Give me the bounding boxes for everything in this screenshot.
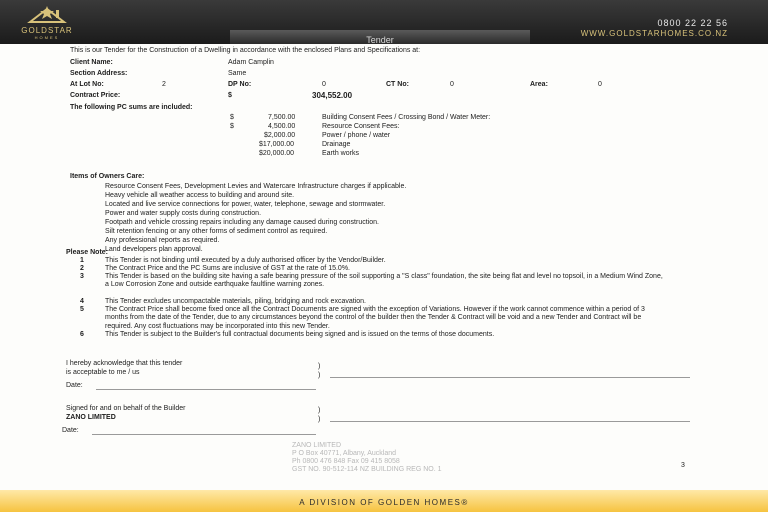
paren-mark: ) xyxy=(318,416,321,423)
website-url: WWW.GOLDSTARHOMES.CO.NZ xyxy=(580,29,728,38)
stamp-line: GST NO. 90-512-114 NZ BUILDING REG NO. 1 xyxy=(292,466,442,473)
pc-sum-amount: $17,000.00 xyxy=(259,141,295,148)
note-text: This Tender excludes uncompactable materials, piling, bridging and rock excavation. xyxy=(105,298,366,305)
section-label: Section Address: xyxy=(70,70,128,77)
area-value: 0 xyxy=(598,81,602,88)
lot-value: 2 xyxy=(162,81,166,88)
area-label: Area: xyxy=(530,81,548,88)
pc-sum-amount: 4,500.00 xyxy=(268,123,296,130)
footer-banner xyxy=(0,490,768,512)
pc-sum-currency: $ xyxy=(230,114,234,121)
note-number: 4 xyxy=(80,298,84,305)
acknowledge-text: I hereby acknowledge that this tender xyxy=(66,360,183,367)
pc-sum-desc: Power / phone / water xyxy=(322,132,391,139)
pc-sum-desc: Building Consent Fees / Crossing Bond / Water Meter: xyxy=(322,114,491,121)
ct-label: CT No: xyxy=(386,81,409,88)
stamp-line: Ph 0800 476 848 Fax 09 415 8058 xyxy=(292,458,400,465)
goldstar-logo xyxy=(12,4,82,40)
owners-care-item: Silt retention fencing or any other forms of sediment control as required. xyxy=(105,228,328,235)
owners-care-item: Resource Consent Fees, Development Levies and Watercare Infrastructure charges if applicable. xyxy=(105,183,407,190)
signature-line xyxy=(330,421,690,422)
ct-value: 0 xyxy=(450,81,454,88)
note-number: 3 xyxy=(80,273,84,280)
pc-sum-desc: Resource Consent Fees: xyxy=(322,123,400,130)
pc-sum-desc: Drainage xyxy=(322,141,351,148)
pc-sum-desc: Earth works xyxy=(322,150,359,157)
owners-care-item: Footpath and vehicle crossing repairs including any damage caused during construction. xyxy=(105,219,379,226)
owners-care-item: Land developers plan approval. xyxy=(105,246,203,253)
client-label: Client Name: xyxy=(70,59,113,66)
acknowledge-text: is acceptable to me / us xyxy=(66,369,140,376)
note-number: 5 xyxy=(80,306,84,313)
builder-name: ZANO LIMITED xyxy=(66,414,116,421)
paren-mark: ) xyxy=(318,372,321,379)
note-text: The Contract Price and the PC Sums are inclusive of GST at the rate of 15.0%. xyxy=(105,265,350,272)
phone-number: 0800 22 22 56 xyxy=(657,18,728,28)
lot-label: At Lot No: xyxy=(70,81,104,88)
page-number: 3 xyxy=(681,462,685,469)
contract-price-currency: $ xyxy=(228,92,232,99)
note-text: This Tender is not binding until executed by a duly authorised officer by the Vendor/Builder. xyxy=(105,257,386,264)
client-value: Adam Camplin xyxy=(228,59,274,66)
house-star-logo-icon xyxy=(12,4,82,26)
dp-value: 0 xyxy=(322,81,326,88)
note-number: 2 xyxy=(80,265,84,272)
owners-care-item: Any professional reports as required. xyxy=(105,237,220,244)
signature-line xyxy=(330,377,690,378)
note-number: 6 xyxy=(80,331,84,338)
owners-care-heading: Items of Owners Care: xyxy=(70,173,145,180)
owners-care-item: Located and live service connections for power, water, telephone, sewage and stormwater. xyxy=(105,201,386,208)
title-tab xyxy=(230,30,530,44)
note-number: 1 xyxy=(80,257,84,264)
footer-text: A DIVISION OF GOLDEN HOMES® xyxy=(299,498,469,507)
owners-care-item: Heavy vehicle all weather access to building and around site. xyxy=(105,192,295,199)
contract-price-label: Contract Price: xyxy=(70,92,121,99)
pc-sum-amount: $2,000.00 xyxy=(264,132,296,139)
logo-subtitle: HOMES xyxy=(34,35,60,40)
pc-sum-amount: $20,000.00 xyxy=(259,150,295,157)
dp-label: DP No: xyxy=(228,81,252,88)
logo-name: GOLDSTAR xyxy=(21,26,73,35)
date-line xyxy=(96,389,316,390)
pc-sum-amount: 7,500.00 xyxy=(268,114,296,121)
paren-mark: ) xyxy=(318,407,321,414)
owners-care-item: Power and water supply costs during construction. xyxy=(105,210,262,217)
header-banner xyxy=(0,0,768,44)
signed-by-text: Signed for and on behalf of the Builder xyxy=(66,405,186,412)
company-stamp xyxy=(292,442,562,473)
intro-text: This is our Tender for the Construction of a Dwelling in accordance with the enclosed Plans and Specifications at: xyxy=(70,47,421,54)
date-label: Date: xyxy=(62,427,79,434)
paren-mark: ) xyxy=(318,363,321,370)
page-title: Tender xyxy=(366,35,394,45)
pc-sums-heading: The following PC sums are included: xyxy=(70,104,193,111)
date-label: Date: xyxy=(66,382,83,389)
please-note-heading: Please Note: xyxy=(66,249,109,256)
note-text: This Tender is subject to the Builder's full contractual documents being signed and is issued on the terms of those documents. xyxy=(105,331,495,338)
note-text: The Contract Price shall become fixed once all the Contract Documents are signed with the exception of Variations. However if the work cannot commence within a period of 3 months from the date of the Tender, due to any circumstances beyond the control of the builder then the Tender & Contract will be void and a new Tender and Contract will be required. Any cost fluctuations may be incorporated into this new Tender. xyxy=(105,306,645,330)
note-text: This Tender is based on the building site having a safe bearing pressure of the soil supporting a "S class" foundation, the site being flat and level no topsoil, in a Medium Wind Zone, a Low Corrosion Zone and outside earthquake faultline warning zones. xyxy=(105,273,663,289)
contract-price-value: 304,552.00 xyxy=(312,91,353,100)
section-value: Same xyxy=(228,70,247,77)
date-line xyxy=(92,434,316,435)
stamp-line: ZANO LIMITED xyxy=(292,442,342,449)
stamp-line: P O Box 40771, Albany, Auckland xyxy=(292,450,397,457)
pc-sum-currency: $ xyxy=(230,123,234,130)
